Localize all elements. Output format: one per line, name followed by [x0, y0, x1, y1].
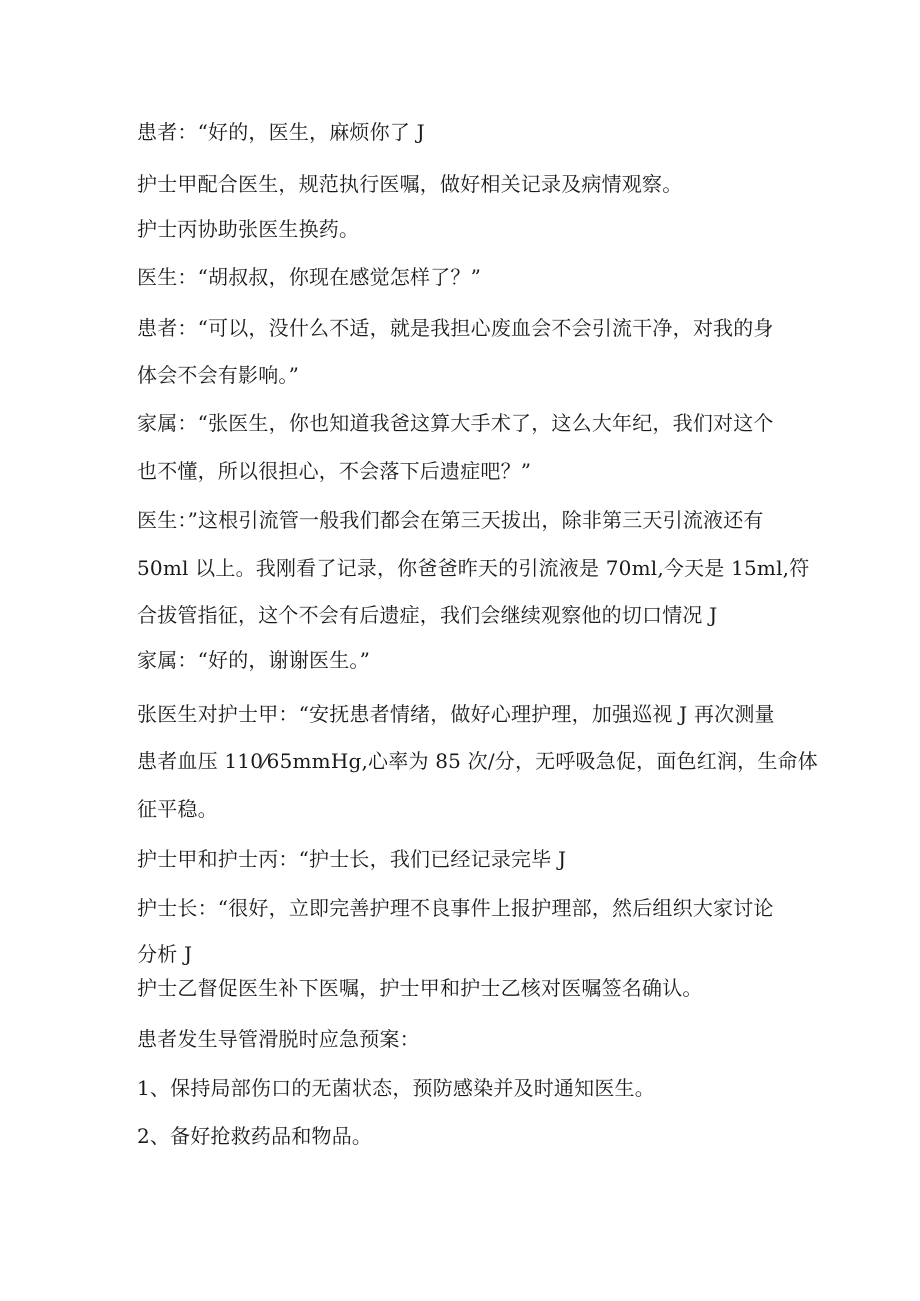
text-line: 合拔管指征，这个不会有后遗症，我们会继续观察他的切口情况 J [137, 603, 718, 627]
text-line: 护士甲配合医生，规范执行医嘱，做好相关记录及病情观察。 [137, 172, 683, 196]
text-line: 50ml 以上。我刚看了记录，你爸爸昨天的引流液是 70ml,今天是 15ml,符 [137, 556, 810, 580]
text-line: 张医生对护士甲：“安抚患者情绪，做好心理护理，加强巡视 J 再次测量 [137, 702, 775, 726]
text-line: 分析 J [137, 942, 193, 966]
text-line: 体会不会有影响。” [137, 363, 300, 387]
text-line: 患者：“好的，医生，麻烦你了 J [137, 120, 425, 144]
text-line: 1、保持局部伤口的无菌状态，预防感染并及时通知医生。 [137, 1076, 655, 1100]
text-line: 征平稳。 [137, 797, 218, 821]
text-line: 护士甲和护士丙：“护士长，我们已经记录完毕 J [137, 847, 567, 871]
text-line: 2、备好抢救药品和物品。 [137, 1124, 373, 1148]
text-line: 家属：“好的，谢谢医生。” [137, 648, 371, 672]
text-line: 医生：”这根引流管一般我们都会在第三天拔出，除非第三天引流液还有 [137, 508, 764, 532]
text-line: 医生：“胡叔叔，你现在感觉怎样了？” [137, 265, 482, 289]
text-line: 患者血压 110⁄65mmHg,心率为 85 次/分，无呼吸急促，面色红润，生命体 [137, 749, 818, 773]
text-line: 家属：“张医生，你也知道我爸这算大手术了，这么大年纪，我们对这个 [137, 411, 774, 435]
text-line: 也不懂，所以很担心，不会落下后遗症吧？” [137, 459, 532, 483]
text-line: 护士丙协助张医生换药。 [137, 217, 360, 241]
text-line: 患者发生导管滑脱时应急预案： [137, 1027, 420, 1051]
text-line: 护士长：“很好，立即完善护理不良事件上报护理部，然后组织大家讨论 [137, 896, 774, 920]
text-line: 护士乙督促医生补下医嘱，护士甲和护士乙核对医嘱签名确认。 [137, 976, 703, 1000]
text-line: 患者：“可以，没什么不适，就是我担心废血会不会引流干净，对我的身 [137, 316, 774, 340]
